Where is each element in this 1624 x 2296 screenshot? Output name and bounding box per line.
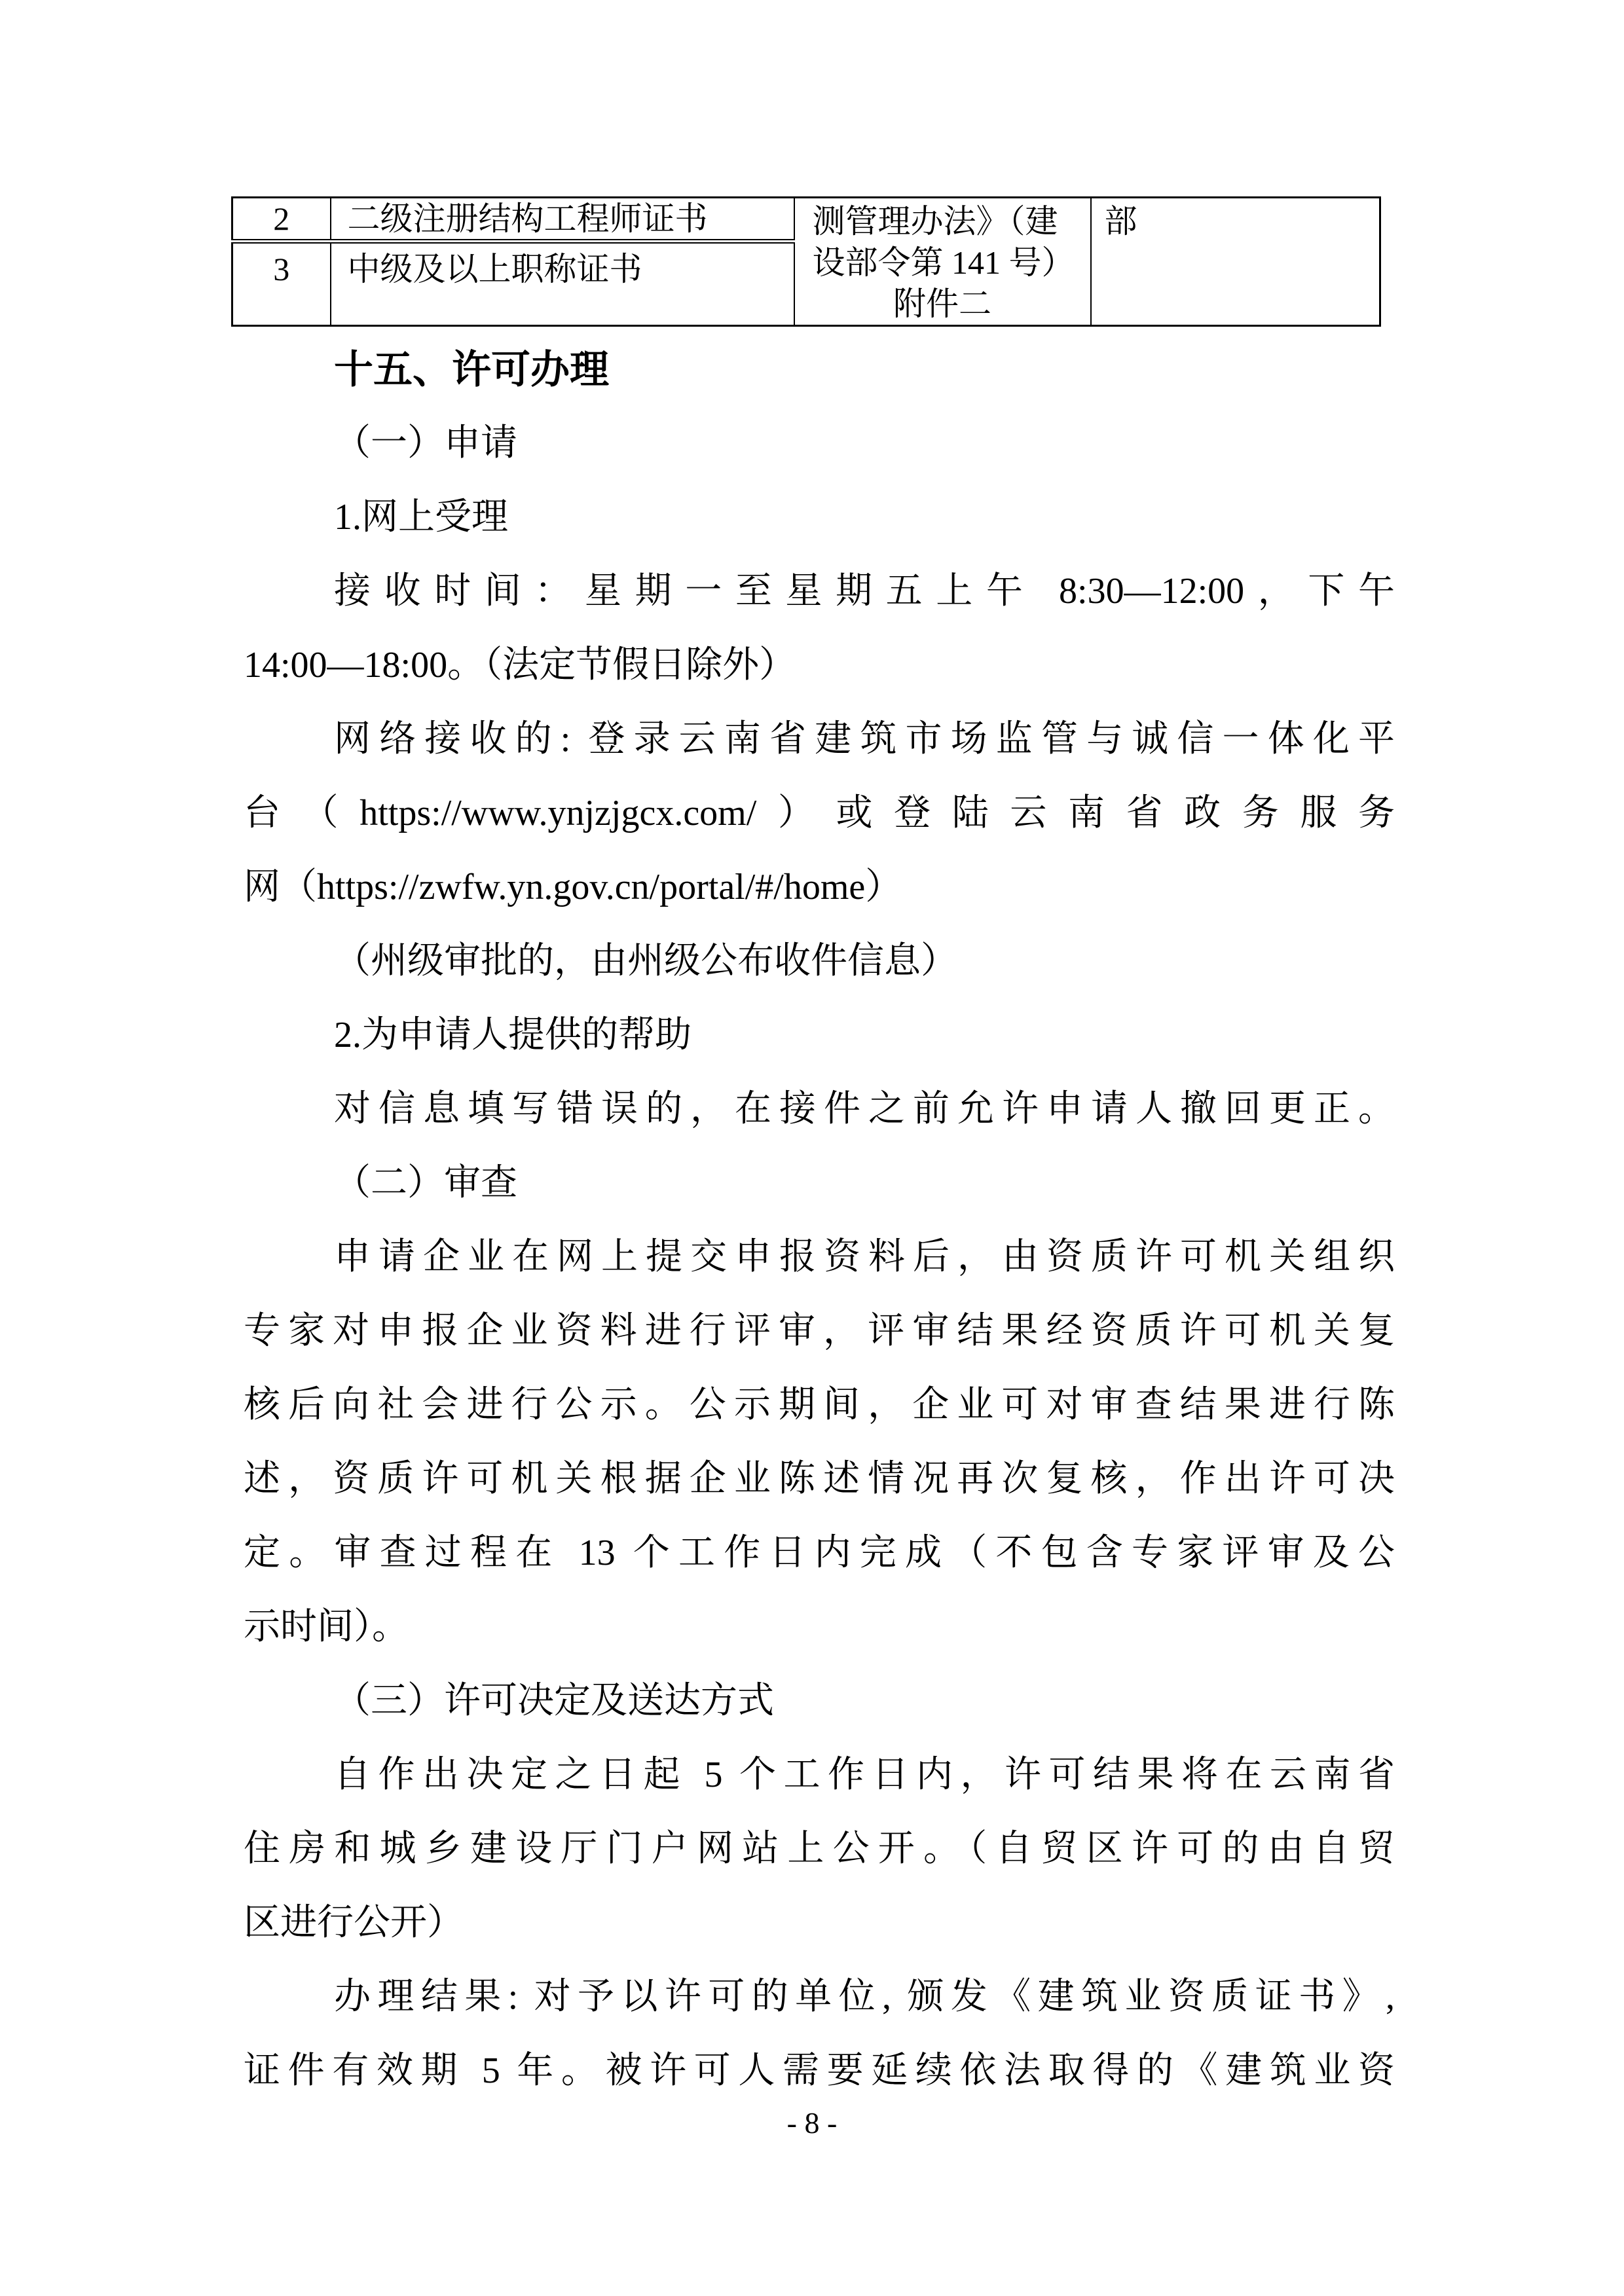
body-line: 网络接收的: 登录云南省建筑市场监管与诚信一体化平	[334, 719, 1395, 759]
body-line: 14:00—18:00。（法定节假日除外）	[244, 645, 796, 685]
certificate-cell: 中级及以上职称证书	[331, 242, 794, 326]
numbered-item-heading: 2.为申请人提供的帮助	[334, 1015, 692, 1055]
row-number-cell: 3	[232, 242, 331, 326]
body-line: （州级审批的，由州级公布收件信息）	[334, 941, 957, 981]
body-line: 对信息填写错误的，在接件之前允许申请人撤回更正。	[334, 1089, 1395, 1129]
certificate-cell: 二级注册结构工程师证书	[331, 198, 794, 242]
body-line: 自作出决定之日起 5 个工作日内，许可结果将在云南省	[334, 1755, 1395, 1795]
body-line: 核后向社会进行公示。公示期间，企业可对审查结果进行陈	[244, 1385, 1395, 1425]
body-line: 示时间）。	[244, 1607, 409, 1647]
legal-basis-line: 附件二	[893, 285, 991, 322]
body-line: 专家对申报企业资料进行评审，评审结果经资质许可机关复	[244, 1311, 1395, 1351]
body-line: 网（https://zwfw.yn.gov.cn/portal/#/home）	[244, 867, 902, 907]
table-row	[232, 198, 1380, 242]
subsection-heading: （一）申请	[334, 423, 517, 464]
body-line: 接收时间：星期一至星期五上午 8:30—12:00，下午	[334, 571, 1395, 611]
body-line: 申请企业在网上提交申报资料后，由资质许可机关组织	[334, 1237, 1395, 1277]
body-line: 台（https://www.ynjzjgcx.com/）或登陆云南省政务服务	[244, 793, 1395, 833]
subsection-heading: （三）许可决定及送达方式	[334, 1681, 774, 1721]
continuation-table	[231, 196, 1381, 327]
body-line: 住房和城乡建设厅门户网站上公开。（自贸区许可的由自贸	[244, 1829, 1395, 1869]
body-line: 述，资质许可机关根据企业陈述情况再次复核，作出许可决	[244, 1459, 1395, 1499]
department-cell: 部	[1091, 198, 1380, 326]
legal-basis-line: 设部令第 141 号）	[812, 244, 1075, 281]
subsection-heading: （二）审查	[334, 1163, 517, 1203]
row-number-cell: 2	[232, 198, 331, 242]
page-number: - 8 -	[786, 2106, 838, 2140]
numbered-item-heading: 1.网上受理	[334, 497, 508, 538]
section-heading: 十五、许可办理	[334, 348, 609, 392]
document-body	[244, 333, 1395, 2108]
body-line: 定。审查过程在 13 个工作日内完成（不包含专家评审及公	[244, 1533, 1395, 1573]
legal-basis-line: 测管理办法》（建	[812, 203, 1058, 240]
body-line: 区进行公开）	[244, 1903, 464, 1943]
body-line: 证件有效期 5 年。被许可人需要延续依法取得的《建筑业资	[244, 2050, 1395, 2091]
legal-basis-cell	[794, 198, 1091, 326]
body-line: 办理结果: 对予以许可的单位, 颁发《建筑业资质证书》,	[334, 1977, 1395, 2017]
